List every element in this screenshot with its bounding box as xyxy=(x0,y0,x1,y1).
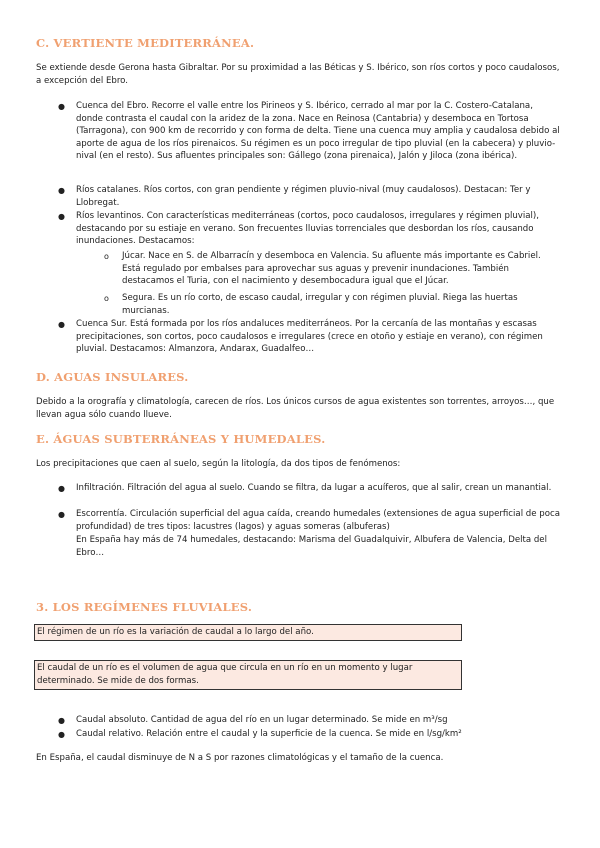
sub-item-segura: Segura. Es un río corto, de escaso caudal, irregular y con régimen pluvial. Riega las huertas murcianas. xyxy=(122,293,518,316)
text-aguas-insulares: Debido a la orografía y climatología, carecen de ríos. Los únicos cursos de agua existentes son torrentes, arroyos…, que llevan agua sólo cuando llueve. xyxy=(36,397,555,420)
heading-aguas-insulares: D. AGUAS INSULARES. xyxy=(36,370,189,384)
intro-aguas-subterraneas: Los precipitaciones que caen al suelo, según la litología, da dos tipos de fenómenos: xyxy=(36,459,401,469)
closing-text: En España, el caudal disminuye de N a S por razones climatológicas y el tamaño de la cuenca. xyxy=(36,753,444,763)
text-humedales-espana: En España hay más de 74 humedales, destacando: Marisma del Guadalquivir, Albufera de Valencia, Delta del Ebro… xyxy=(76,535,547,558)
bullet-icon: ● xyxy=(58,186,65,195)
sub-item-jucar: Júcar. Nace en S. de Albarracín y desemboca en Valencia. Su afluente más importante es Cabriel. Está regulado por embalses para aprovechar sus aguas y prevenir inundaciones. También destacamos el Turia, con el nacimiento y desembocadura igual que el Júcar. xyxy=(122,251,541,287)
bullet-icon: ● xyxy=(58,716,65,725)
list-item-caudal-relativo: Caudal relativo. Relación entre el caudal y la superficie de la cuenca. Se mide en l/sg/km² xyxy=(76,729,462,739)
definition-box-caudal: El caudal de un río es el volumen de agua que circula en un río en un momento y lugar determinado. Se mide de dos formas. xyxy=(34,660,462,690)
bullet-icon: ● xyxy=(58,102,65,111)
definition-box-regimen: El régimen de un río es la variación de caudal a lo largo del año. xyxy=(34,624,462,641)
intro-vertiente-mediterranea: Se extiende desde Gerona hasta Gibraltar. Por su proximidad a las Béticas y S. Ibérico, son ríos cortos y poco caudalosos, a excepción del Ebro. xyxy=(36,63,560,86)
heading-regimenes-fluviales: 3. LOS REGÍMENES FLUVIALES. xyxy=(36,600,253,614)
circle-bullet-icon: o xyxy=(104,294,109,303)
bullet-icon: ● xyxy=(58,510,65,519)
list-item-rios-catalanes: Ríos catalanes. Ríos cortos, con gran pendiente y régimen pluvio-nival (muy caudalosos). Destacan: Ter y Llobregat. xyxy=(76,185,531,208)
list-item-ebro: Cuenca del Ebro. Recorre el valle entre los Pirineos y S. Ibérico, cerrado al mar por la C. Costero-Catalana, donde contrasta el caudal con la aridez de la zona. Nace en Reinosa (Cantabria) y desemboca en Tortosa (Tarragona), con 900 km de recorrido y con forma de delta. Tiene una cuenca muy amplia y caudalosa debido al aporte de agua de los ríos pirenaicos. Su régimen es un poco irregular de tipo pluvial (en la cabecera) y pluvio-nival (en el resto). Sus afluentes principales son: Gállego (zona pirenaica), Jalón y Jiloca (zona ibérica). xyxy=(76,101,560,162)
list-item-cuenca-sur: Cuenca Sur. Está formada por los ríos andaluces mediterráneos. Por la cercanía de las montañas y escasas precipitaciones, son cortos, poco caudalosos e irregulares (crece en otoño y estiaje en verano), con régimen pluvial. Destacamos: Almanzora, Andarax, Guadalfeo… xyxy=(76,319,543,355)
bullet-icon: ● xyxy=(58,212,65,221)
bullet-icon: ● xyxy=(58,484,65,493)
bullet-icon: ● xyxy=(58,320,65,329)
list-item-infiltracion: Infiltración. Filtración del agua al suelo. Cuando se filtra, da lugar a acuíferos, que al salir, crean un manantial. xyxy=(76,483,552,493)
bullet-icon: ● xyxy=(58,730,65,739)
list-item-escorrentia: Escorrentía. Circulación superficial del agua caída, creando humedales (extensiones de agua superficial de poca profundidad) de tres tipos: lacustres (lagos) y aguas someras (albuferas) xyxy=(76,509,560,532)
circle-bullet-icon: o xyxy=(104,252,109,261)
heading-vertiente-mediterranea: C. VERTIENTE MEDITERRÁNEA. xyxy=(36,36,255,50)
heading-aguas-subterraneas: E. ÁGUAS SUBTERRÁNEAS Y HUMEDALES. xyxy=(36,432,326,446)
list-item-caudal-absoluto: Caudal absoluto. Cantidad de agua del río en un lugar determinado. Se mide en m³/sg xyxy=(76,715,448,725)
list-item-rios-levantinos: Ríos levantinos. Con características mediterráneas (cortos, poco caudalosos, irregulares y régimen pluvial), destacando por su estiaje en verano. Son frecuentes lluvias torrenciales que desbordan los ríos, causando inundaciones. Destacamos: xyxy=(76,211,539,247)
